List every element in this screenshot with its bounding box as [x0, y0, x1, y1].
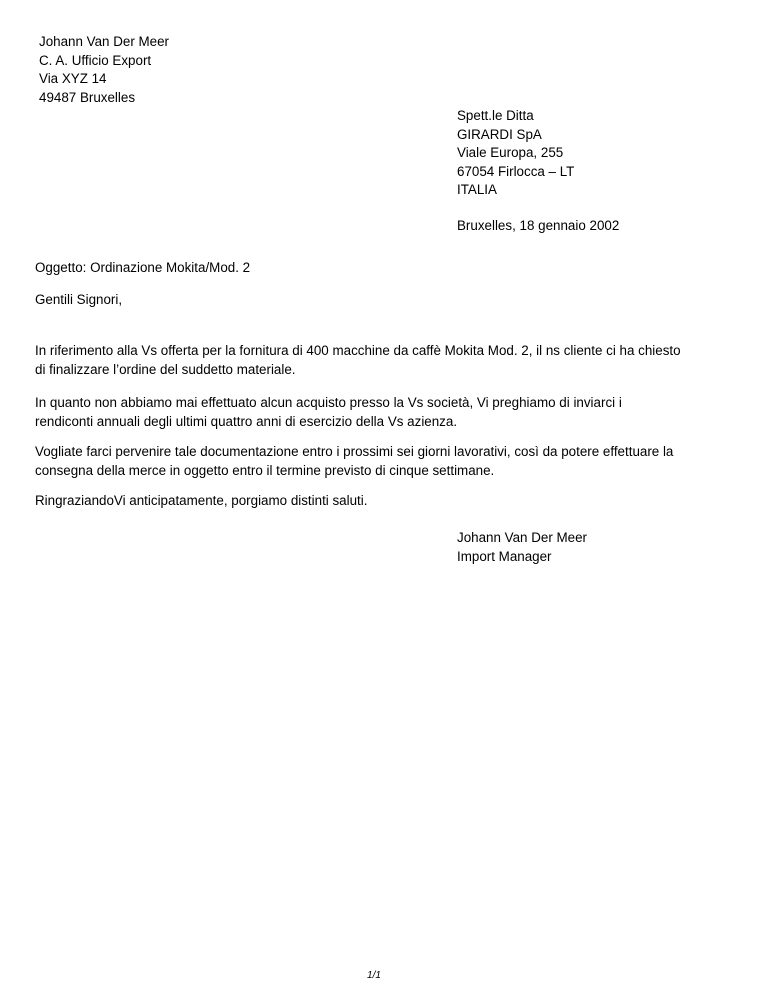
- paragraph-line: di finalizzare l’ordine del suddetto materiale.: [35, 361, 296, 377]
- body-paragraph: [35, 443, 735, 480]
- signature-block: [457, 529, 587, 566]
- recipient-company: GIRARDI SpA: [457, 126, 542, 142]
- sender-street: Via XYZ 14: [39, 71, 107, 86]
- letter-subject: Oggetto: Ordinazione Mokita/Mod. 2: [35, 260, 251, 275]
- body-paragraph: [35, 342, 735, 379]
- recipient-country: ITALIA: [457, 182, 497, 197]
- recipient-street: Viale Europa, 255: [457, 145, 564, 160]
- recipient-salutation: Spett.le Ditta: [457, 108, 534, 123]
- letter-date: Bruxelles, 18 gennaio 2002: [457, 218, 620, 233]
- sender-city: 49487 Bruxelles: [39, 89, 136, 105]
- letter-closing: RingraziandoVi anticipatamente, porgiamo distinti saluti.: [35, 493, 368, 508]
- body-paragraph: [35, 394, 735, 431]
- sender-address: [39, 33, 169, 107]
- page-number: 1/1: [367, 970, 381, 981]
- recipient-address: [457, 107, 574, 200]
- recipient-city: 67054 Firlocca – LT: [457, 163, 575, 179]
- sender-department: C. A. Ufficio Export: [39, 52, 152, 68]
- paragraph-line: consegna della merce in oggetto entro il termine previsto di cinque settimane.: [35, 462, 495, 478]
- letter-salutation: Gentili Signori,: [35, 292, 123, 307]
- paragraph-line: Vogliate farci pervenire tale documentazione entro i prossimi sei giorni lavorativi, così da potere effettuare la: [35, 444, 674, 459]
- sender-name: Johann Van Der Meer: [39, 34, 170, 49]
- paragraph-line: rendiconti annuali degli ultimi quattro anni di esercizio della Vs azienza.: [35, 413, 458, 429]
- paragraph-line: In riferimento alla Vs offerta per la fornitura di 400 macchine da caffè Mokita Mod. 2, il ns cliente ci ha chiesto: [35, 343, 681, 358]
- signature-name: Johann Van Der Meer: [457, 530, 588, 545]
- signature-title: Import Manager: [457, 548, 552, 564]
- paragraph-line: In quanto non abbiamo mai effettuato alcun acquisto presso la Vs società, Vi preghiamo di inviarci i: [35, 395, 622, 410]
